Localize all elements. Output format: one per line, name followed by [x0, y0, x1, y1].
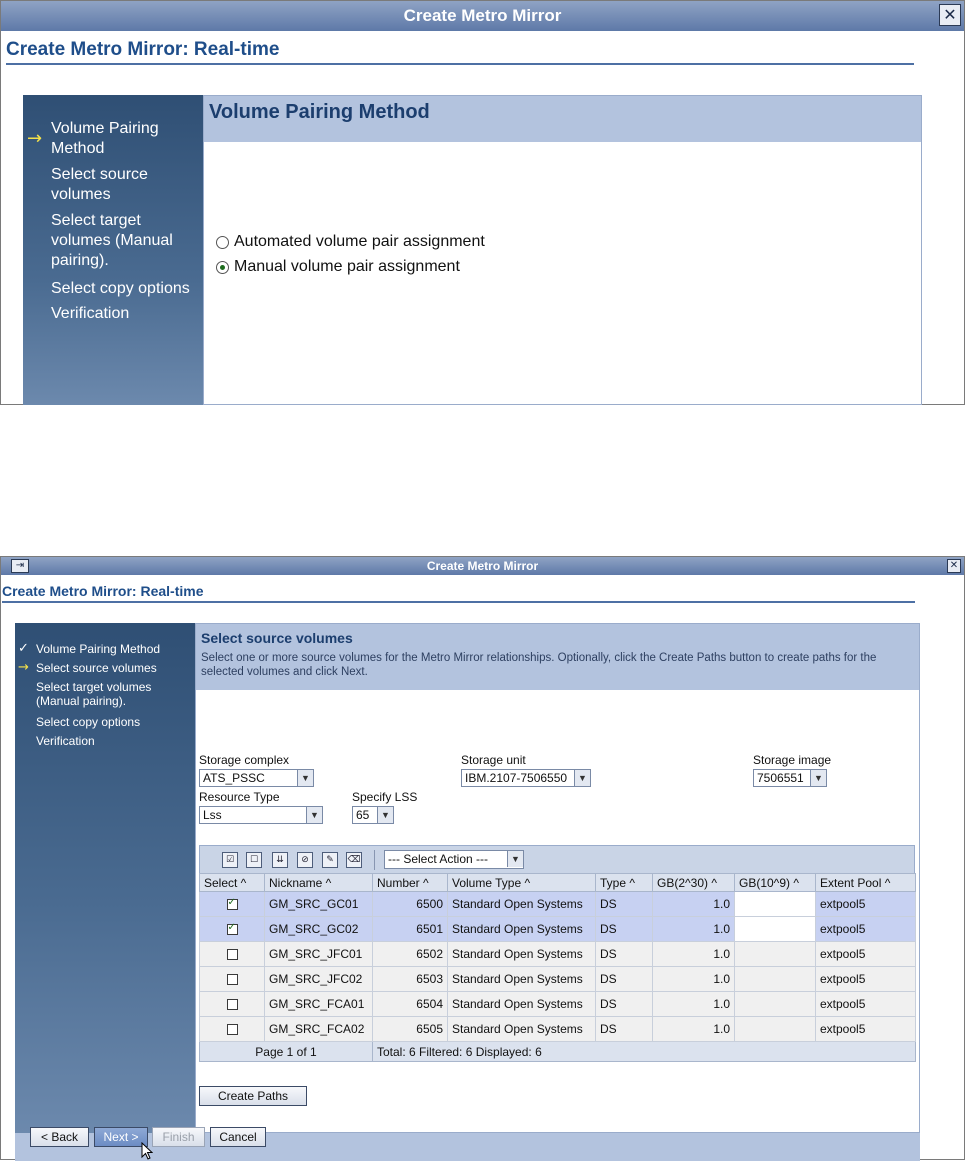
table-row[interactable] [200, 967, 916, 992]
cell-gb-10-9 [735, 917, 816, 942]
dialog-select-source-volumes [0, 556, 965, 1160]
volumes-grid [199, 873, 916, 1062]
nav-step-volume-pairing-method[interactable]: Volume Pairing Method [36, 642, 161, 656]
completed-step-check-icon: ✓ [18, 641, 29, 656]
cell-gb-10-9 [735, 892, 816, 917]
radio-automated[interactable] [216, 236, 229, 249]
show-filter-icon[interactable]: ⇊ [272, 852, 288, 868]
nav-step-verification[interactable]: Verification [51, 305, 130, 322]
table-footer-row [200, 1042, 916, 1062]
cell-gb-2-30: 1.0 [653, 1017, 735, 1042]
cell-type: DS [596, 892, 653, 917]
nav-step-select-source-volumes[interactable]: Select source volumes [51, 166, 148, 203]
col-gb-2-30[interactable]: GB(2^30) ^ [653, 874, 735, 892]
table-row[interactable] [200, 892, 916, 917]
cell-number: 6503 [373, 967, 448, 992]
create-paths-button[interactable]: Create Paths [199, 1086, 307, 1106]
col-nickname[interactable]: Nickname ^ [265, 874, 373, 892]
cell-volume-type: Standard Open Systems [448, 942, 596, 967]
cell-gb-2-30: 1.0 [653, 992, 735, 1017]
cell-extent-pool: extpool5 [816, 917, 916, 942]
col-gb-10-9[interactable]: GB(10^9) ^ [735, 874, 816, 892]
edit-sort-icon[interactable]: ✎ [322, 852, 338, 868]
cell-type: DS [596, 942, 653, 967]
cell-number: 6500 [373, 892, 448, 917]
mouse-pointer-icon [141, 1142, 153, 1160]
cell-number: 6502 [373, 942, 448, 967]
chevron-down-icon: ▼ [297, 770, 313, 786]
col-type[interactable]: Type ^ [596, 874, 653, 892]
col-select[interactable]: Select ^ [200, 874, 265, 892]
cell-gb-2-30: 1.0 [653, 892, 735, 917]
storage-image-select[interactable] [753, 769, 827, 787]
cell-nickname: GM_SRC_JFC01 [265, 942, 373, 967]
next-button[interactable]: Next > [94, 1127, 148, 1147]
chevron-down-icon: ▼ [377, 807, 393, 823]
content-panel [203, 95, 922, 405]
resource-type-label: Resource Type [199, 790, 280, 804]
select-action-value: --- Select Action --- [388, 852, 489, 866]
wizard-nav [15, 623, 195, 1133]
storage-image-value: 7506551 [757, 771, 804, 785]
cell-extent-pool: extpool5 [816, 942, 916, 967]
chevron-down-icon: ▼ [574, 770, 590, 786]
current-step-arrow-icon: → [18, 660, 29, 675]
table-header-row [200, 874, 916, 892]
page-indicator: Page 1 of 1 [200, 1042, 373, 1062]
storage-image-label: Storage image [753, 753, 832, 767]
select-action-dropdown[interactable] [384, 850, 524, 869]
toolbar-divider [374, 850, 375, 870]
radio-manual[interactable] [216, 261, 229, 274]
row-checkbox[interactable] [227, 949, 238, 960]
page-title: Create Metro Mirror: Real-time [2, 583, 204, 599]
close-icon[interactable]: ✕ [939, 4, 961, 26]
cell-gb-10-9 [735, 942, 816, 967]
cell-type: DS [596, 992, 653, 1017]
finish-button: Finish [152, 1127, 205, 1147]
title-divider [2, 601, 915, 603]
cell-nickname: GM_SRC_GC02 [265, 917, 373, 942]
row-checkbox[interactable] [227, 924, 238, 935]
dialog-volume-pairing-method [0, 0, 965, 405]
nav-step-select-copy-options[interactable]: Select copy options [36, 715, 141, 729]
cell-gb-10-9 [735, 992, 816, 1017]
nav-step-select-target-volumes[interactable]: Select target volumes (Manual pairing). [51, 212, 173, 269]
volumes-table [199, 845, 915, 1062]
specify-lss-value: 65 [356, 808, 370, 822]
cell-volume-type: Standard Open Systems [448, 892, 596, 917]
storage-unit-value: IBM.2107-7506550 [465, 771, 568, 785]
deselect-all-icon[interactable]: ☐ [246, 852, 262, 868]
option-manual[interactable] [216, 258, 460, 276]
table-row[interactable] [200, 1017, 916, 1042]
close-icon[interactable]: ✕ [947, 559, 961, 573]
row-checkbox[interactable] [227, 974, 238, 985]
table-row[interactable] [200, 917, 916, 942]
storage-complex-label: Storage complex [199, 753, 290, 767]
storage-unit-label: Storage unit [461, 753, 526, 767]
nav-step-select-source-volumes[interactable]: Select source volumes [36, 661, 157, 675]
table-summary: Total: 6 Filtered: 6 Displayed: 6 [373, 1042, 916, 1062]
nav-step-volume-pairing-method[interactable]: Volume Pairing Method [51, 120, 159, 157]
table-row[interactable] [200, 942, 916, 967]
clear-sort-icon[interactable]: ⌫ [346, 852, 362, 868]
row-checkbox[interactable] [227, 999, 238, 1010]
cancel-button[interactable]: Cancel [210, 1127, 266, 1147]
table-row[interactable] [200, 992, 916, 1017]
wizard-nav [23, 95, 203, 405]
col-volume-type[interactable]: Volume Type ^ [448, 874, 596, 892]
cell-extent-pool: extpool5 [816, 892, 916, 917]
cell-type: DS [596, 917, 653, 942]
storage-complex-select[interactable] [199, 769, 314, 787]
cell-gb-10-9 [735, 967, 816, 992]
cell-gb-2-30: 1.0 [653, 942, 735, 967]
section-title: Select source volumes [201, 630, 353, 646]
nav-step-select-copy-options[interactable]: Select copy options [51, 280, 190, 297]
restore-icon[interactable]: ⇥ [11, 559, 29, 573]
clear-filter-icon[interactable]: ⊘ [297, 852, 313, 868]
cell-extent-pool: extpool5 [816, 992, 916, 1017]
cell-number: 6505 [373, 1017, 448, 1042]
cell-volume-type: Standard Open Systems [448, 1017, 596, 1042]
window-title: Create Metro Mirror [1, 1, 964, 31]
section-description: Select one or more source volumes for the Metro Mirror relationships. Optionally, click the Create Paths button to create paths for the selected volumes and click Next. [201, 652, 877, 678]
cell-nickname: GM_SRC_FCA01 [265, 992, 373, 1017]
cell-type: DS [596, 1017, 653, 1042]
cell-type: DS [596, 967, 653, 992]
cell-nickname: GM_SRC_JFC02 [265, 967, 373, 992]
table-toolbar [199, 845, 915, 873]
row-checkbox[interactable] [227, 1024, 238, 1035]
specify-lss-select[interactable] [352, 806, 394, 824]
resource-type-select[interactable] [199, 806, 323, 824]
cell-volume-type: Standard Open Systems [448, 992, 596, 1017]
cell-extent-pool: extpool5 [816, 1017, 916, 1042]
cell-gb-2-30: 1.0 [653, 917, 735, 942]
cell-volume-type: Standard Open Systems [448, 917, 596, 942]
cell-extent-pool: extpool5 [816, 967, 916, 992]
storage-unit-select[interactable] [461, 769, 591, 787]
select-all-icon[interactable]: ☑ [222, 852, 238, 868]
cell-gb-10-9 [735, 1017, 816, 1042]
resource-type-value: Lss [203, 808, 222, 822]
cell-number: 6501 [373, 917, 448, 942]
col-number[interactable]: Number ^ [373, 874, 448, 892]
back-button[interactable]: < Back [30, 1127, 89, 1147]
col-extent-pool[interactable]: Extent Pool ^ [816, 874, 916, 892]
window-title: Create Metro Mirror [1, 557, 964, 575]
content-header [196, 624, 919, 690]
page-title: Create Metro Mirror: Real-time [6, 39, 280, 60]
section-title: Volume Pairing Method [204, 96, 921, 142]
storage-complex-value: ATS_PSSC [203, 771, 265, 785]
specify-lss-label: Specify LSS [352, 790, 418, 804]
row-checkbox[interactable] [227, 899, 238, 910]
cell-number: 6504 [373, 992, 448, 1017]
current-step-arrow-icon: → [27, 128, 43, 149]
option-automated-label: Automated volume pair assignment [234, 233, 485, 250]
option-automated[interactable] [216, 233, 485, 251]
chevron-down-icon: ▼ [810, 770, 826, 786]
nav-step-select-target-volumes[interactable]: Select target volumes (Manual pairing). [36, 680, 152, 708]
nav-step-verification[interactable]: Verification [36, 734, 95, 748]
option-manual-label: Manual volume pair assignment [234, 258, 460, 275]
chevron-down-icon: ▼ [507, 851, 523, 867]
cell-nickname: GM_SRC_FCA02 [265, 1017, 373, 1042]
cell-nickname: GM_SRC_GC01 [265, 892, 373, 917]
title-divider [6, 63, 914, 65]
chevron-down-icon: ▼ [306, 807, 322, 823]
cell-gb-2-30: 1.0 [653, 967, 735, 992]
cell-volume-type: Standard Open Systems [448, 967, 596, 992]
